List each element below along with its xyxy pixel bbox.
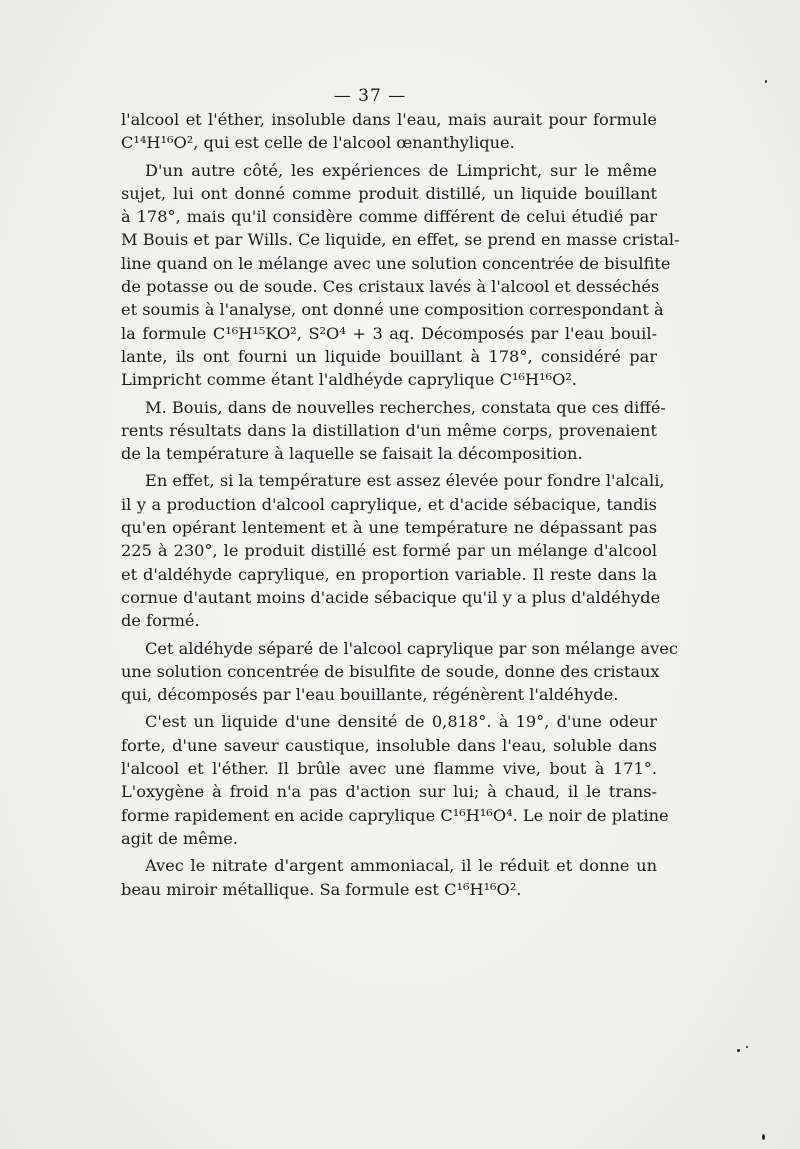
paragraph <box>121 854 657 901</box>
text-line: l'alcool et l'éther, insoluble dans l'eau, mais aurait pour formule <box>121 110 657 129</box>
text-line: et soumis à l'analyse, ont donné une composition correspondant à <box>121 300 664 320</box>
text-line: M. Bouis, dans de nouvelles recherches, constata que ces diffé- <box>145 397 666 417</box>
page-number: — 37 — <box>333 86 407 106</box>
text-line: de la température à laquelle se faisait la décomposition. <box>121 444 583 464</box>
text-line: de potasse ou de soude. Ces cristaux lavés à l'alcool et desséchés <box>121 277 660 297</box>
text-line: line quand on le mélange avec une solution concentrée de bisulfite <box>121 253 671 273</box>
text-line: la formule C¹⁶H¹⁵KO², S²O⁴ + 3 aq. Décomposés par l'eau bouil- <box>121 323 657 343</box>
text-line: sujet, lui ont donné comme produit distillé, un liquide bouillant <box>121 183 657 203</box>
text-line: C'est un liquide d'une densité de 0,818°. à 19°, d'une odeur <box>145 712 657 732</box>
text-line: En effet, si la température est assez élevée pour fondre l'alcali, <box>145 471 665 491</box>
paragraph <box>121 710 669 850</box>
text-line: Limpricht comme étant l'aldhéyde caprylique C¹⁶H¹⁶O². <box>121 370 577 390</box>
text-line: et d'aldéhyde caprylique, en proportion variable. Il reste dans la <box>121 564 657 584</box>
text-line: de formé. <box>121 611 200 631</box>
paragraph <box>121 637 678 707</box>
text-line: à 178°, mais qu'il considère comme différent de celui étudié par <box>121 207 657 227</box>
text-line: rents résultats dans la distillation d'un même corps, provenaient <box>121 420 657 440</box>
ink-speck <box>737 1049 740 1052</box>
text-line: D'un autre côté, les expériences de Limpricht, sur le même <box>145 160 657 180</box>
text-line: C¹⁴H¹⁶O², qui est celle de l'alcool œnanthylique. <box>121 133 515 153</box>
text-line: l'alcool et l'éther. Il brûle avec une flamme vive, bout à 171°. <box>121 759 657 779</box>
text-line: beau miroir métallique. Sa formule est C¹⁶H¹⁶O². <box>121 879 522 899</box>
paragraph <box>121 159 680 392</box>
text-line: forte, d'une saveur caustique, insoluble dans l'eau, soluble dans <box>121 735 657 755</box>
text-line: qu'en opérant lentement et à une température ne dépassant pas <box>121 518 657 538</box>
ink-speck <box>765 80 767 83</box>
text-line: M Bouis et par Wills. Ce liquide, en effet, se prend en masse cristal- <box>121 230 680 250</box>
text-line: L'oxygène à froid n'a pas d'action sur lui; à chaud, il le trans- <box>121 782 657 802</box>
text-line: Cet aldéhyde séparé de l'alcool caprylique par son mélange avec <box>145 638 678 658</box>
ink-speck <box>746 1046 748 1048</box>
paragraph <box>121 469 665 632</box>
text-line: qui, décomposés par l'eau bouillante, régénèrent l'aldéhyde. <box>121 685 619 705</box>
text-line: cornue d'autant moins d'acide sébacique qu'il y a plus d'aldéhyde <box>121 587 661 607</box>
text-line: 225 à 230°, le produit distillé est formé par un mélange d'alcool <box>121 541 657 561</box>
text-line: une solution concentrée de bisulfite de soude, donne des cristaux <box>121 661 660 681</box>
body-text <box>121 108 680 901</box>
text-line: agit de même. <box>121 828 238 848</box>
text-line: lante, ils ont fourni un liquide bouillant à 178°, considéré par <box>121 346 657 366</box>
text-line: Avec le nitrate d'argent ammoniacal, il le réduit et donne un <box>145 856 657 876</box>
text-line: forme rapidement en acide caprylique C¹⁶H¹⁶O⁴. Le noir de platine <box>121 805 669 825</box>
paragraph <box>121 108 657 155</box>
paragraph <box>121 396 666 466</box>
text-line: il y a production d'alcool caprylique, et d'acide sébacique, tandis <box>121 494 657 514</box>
ink-speck <box>762 1134 765 1140</box>
